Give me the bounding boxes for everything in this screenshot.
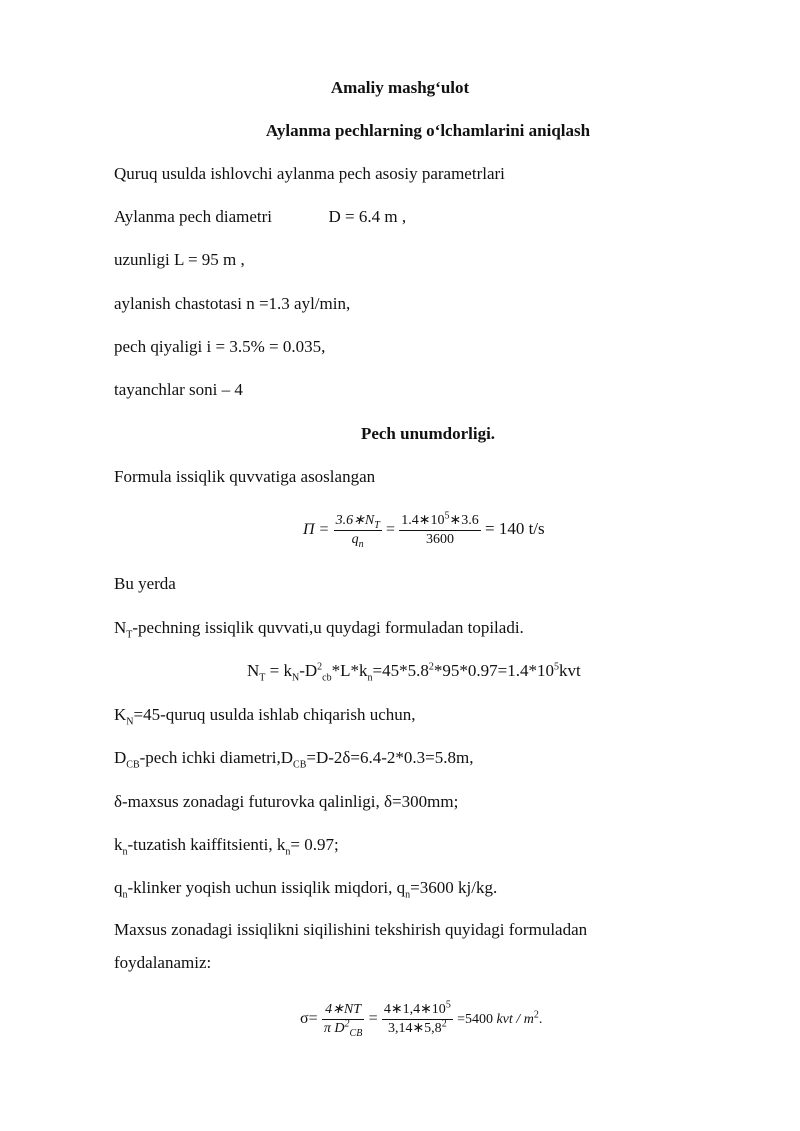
param-diameter-value: D = 6.4 m ,	[328, 207, 407, 226]
nt-definition: $N_T$-pechning issiqlik quvvati,u quydagi formuladan topiladi.	[114, 618, 524, 641]
formula3-fraction-2: $\frac{4∗1,4∗10^5}{3,14∗5,8^2}$	[383, 998, 451, 1036]
param-diameter-label: Aylanma pech diametri	[114, 207, 272, 226]
formula1-fraction-2: $\frac{1.4∗10^5∗3.6}{3600}$	[401, 509, 479, 547]
formula1-lhs: П =	[303, 521, 330, 538]
qn-definition: $q_n$-klinker yoqish uchun issiqlik miqdori, $q_n=3600$ kj/kg.	[114, 878, 498, 901]
formula3-result: =5400 kvt / $m^2$.	[457, 1009, 543, 1027]
param-slope: pech qiyaligi i = 3.5% = 0.035,	[114, 337, 326, 356]
formula-productivity: П = $\frac{3.6∗N_T}{q_n}$ = $\frac{1.4∗10^5∗3.6}{3600}$ = 140 t/s	[303, 509, 545, 550]
check-text-line-2: foydalanamiz:	[114, 953, 212, 972]
formula1-fraction-1: $\frac{3.6∗N_T}{q_n}$	[335, 512, 380, 550]
formula3-lhs: σ=	[300, 1010, 318, 1027]
param-frequency: aylanish chastotasi n =1.3 ayl/min,	[114, 294, 351, 313]
kn-correction-definition: $k_n$-tuzatish kaiffitsienti, $k_n= 0.97$;	[114, 835, 339, 858]
bu-yerda-text: Bu yerda	[114, 574, 176, 593]
formula-heat-power: $N_T = k_N-D^2_{cb}*L*k_n=45*5.8^2*95*0.97=1.4*10^5kvt$	[247, 661, 581, 684]
param-length: uzunligi L = 95 m ,	[114, 250, 245, 269]
intro-text: Quruq usulda ishlovchi aylanma pech asosiy parametrlari	[114, 164, 505, 183]
formula-stress: σ= $\frac{4∗NT}{\pi D^2_{CB}}$ = $\frac{4∗1,4∗10^5}{3,14∗5,8^2}$ =5400 kvt / $m^2$.	[300, 998, 543, 1039]
formula1-result: = 140 t/s	[485, 519, 545, 538]
param-supports: tayanchlar soni – 4	[114, 380, 243, 399]
page-title: Amaliy mashg‘ulot	[330, 78, 470, 97]
delta-definition: δ-maxsus zonadagi futurovka qalinligi, δ=300mm;	[114, 792, 459, 811]
check-text-line-1: Maxsus zonadagi issiqlikni siqilishini tekshirish quyidagi formuladan	[114, 920, 588, 939]
page-subtitle: Aylanma pechlarning o‘lchamlarini aniqlash	[265, 121, 591, 140]
dcb-definition: $D_{CB}$-pech ichki $diametri,D_{CB}=D-2\delta=6.4-2*0.3=5.8m$,	[114, 748, 474, 771]
formula3-fraction-1: $\frac{4∗NT}{\pi D^2_{CB}}$	[323, 1001, 363, 1039]
section-heading: Pech unumdorligi.	[360, 424, 496, 443]
kn-definition: $K_N=45$-quruq usulda ishlab chiqarish uchun,	[114, 705, 416, 728]
param-diameter	[114, 207, 406, 227]
formula-intro: Formula issiqlik quvvatiga asoslangan	[114, 467, 376, 486]
